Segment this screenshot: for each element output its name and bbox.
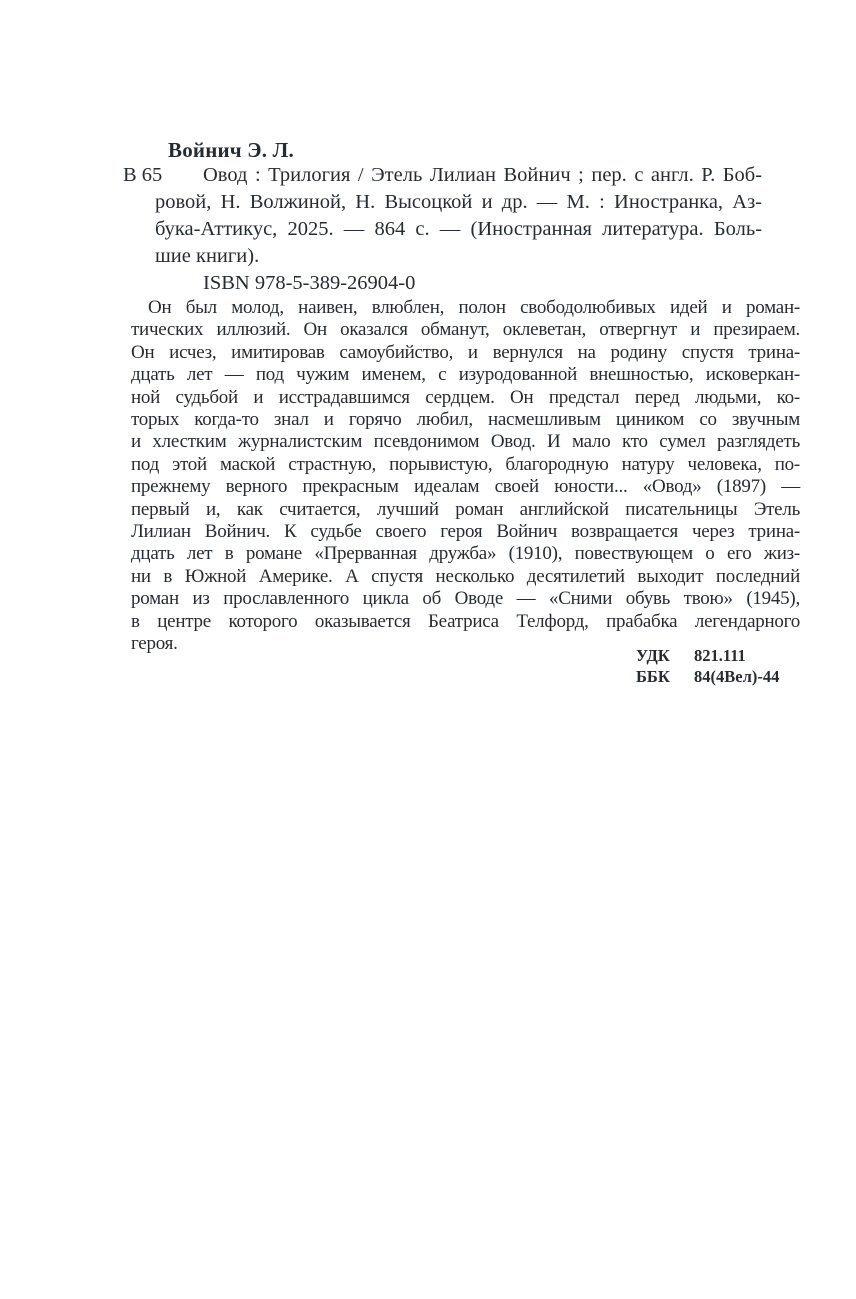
text-line: Лилиан Войнич. К судьбе своего героя Войнич возвращается через трина- <box>131 521 800 543</box>
bibliographic-entry <box>123 162 762 297</box>
text-line: под этой маской страстную, порывистую, благородную натуру человека, по- <box>131 453 800 475</box>
udk-label: УДК <box>636 646 670 665</box>
udk-code <box>636 645 779 666</box>
text-line: дцать лет в романе «Прерванная дружба» (1910), повествующем о его жиз- <box>131 543 800 565</box>
text-line: торых когда-то знал и горячо любил, насмешливым циником со звучным <box>131 409 800 431</box>
text-line: ровой, Н. Волжиной, Н. Высоцкой и др. — М. : Иностранка, Аз- <box>155 191 762 213</box>
text-line: прежнему верного прекрасным идеалам своей юности... «Овод» (1897) — <box>131 476 800 498</box>
text-line: Он исчез, имитировав самоубийство, и вернулся на родину спустя трина- <box>131 341 800 363</box>
text-line: дцать лет — под чужим именем, с изуродованной внешностью, исковеркан- <box>131 364 800 386</box>
bbk-code <box>636 666 779 687</box>
bbk-value: 84(4Вел)-44 <box>694 667 780 686</box>
library-index-code: В 65 <box>123 164 163 186</box>
text-line: и хлестким журналистским псевдонимом Овод. И мало кто сумел разглядеть <box>131 431 800 453</box>
text-line: героя. <box>131 633 178 655</box>
classification-codes <box>636 645 779 687</box>
author-heading: Войнич Э. Л. <box>168 138 294 162</box>
bbk-label: ББК <box>636 667 670 686</box>
bibliographic-description <box>155 162 762 270</box>
isbn-line: ISBN 978-5-389-26904-0 <box>203 272 416 294</box>
text-line: шие книги). <box>155 245 260 267</box>
text-line: бука-Аттикус, 2025. — 864 с. — (Иностранная литература. Боль- <box>155 218 762 240</box>
text-line: тических иллюзий. Он оказался обманут, оклеветан, отвергнут и презираем. <box>131 319 800 341</box>
text-line: ной судьбой и исстрадавшимся сердцем. Он предстал перед людьми, ко- <box>131 386 800 408</box>
annotation-text <box>131 297 800 656</box>
text-line: роман из прославленного цикла об Оводе — «Сними обувь твою» (1945), <box>131 588 800 610</box>
udk-value: 821.111 <box>694 646 746 665</box>
text-line: Овод : Трилогия / Этель Лилиан Войнич ; пер. с англ. Р. Боб- <box>203 164 762 186</box>
text-line: в центре которого оказывается Беатриса Телфорд, прабабка легендарного <box>131 610 800 632</box>
text-line: ни в Южной Америке. А спустя несколько десятилетий выходит последний <box>131 565 800 587</box>
text-line: Он был молод, наивен, влюблен, полон свободолюбивых идей и роман- <box>148 297 800 318</box>
text-line: первый и, как считается, лучший роман английской писательницы Этель <box>131 498 800 520</box>
